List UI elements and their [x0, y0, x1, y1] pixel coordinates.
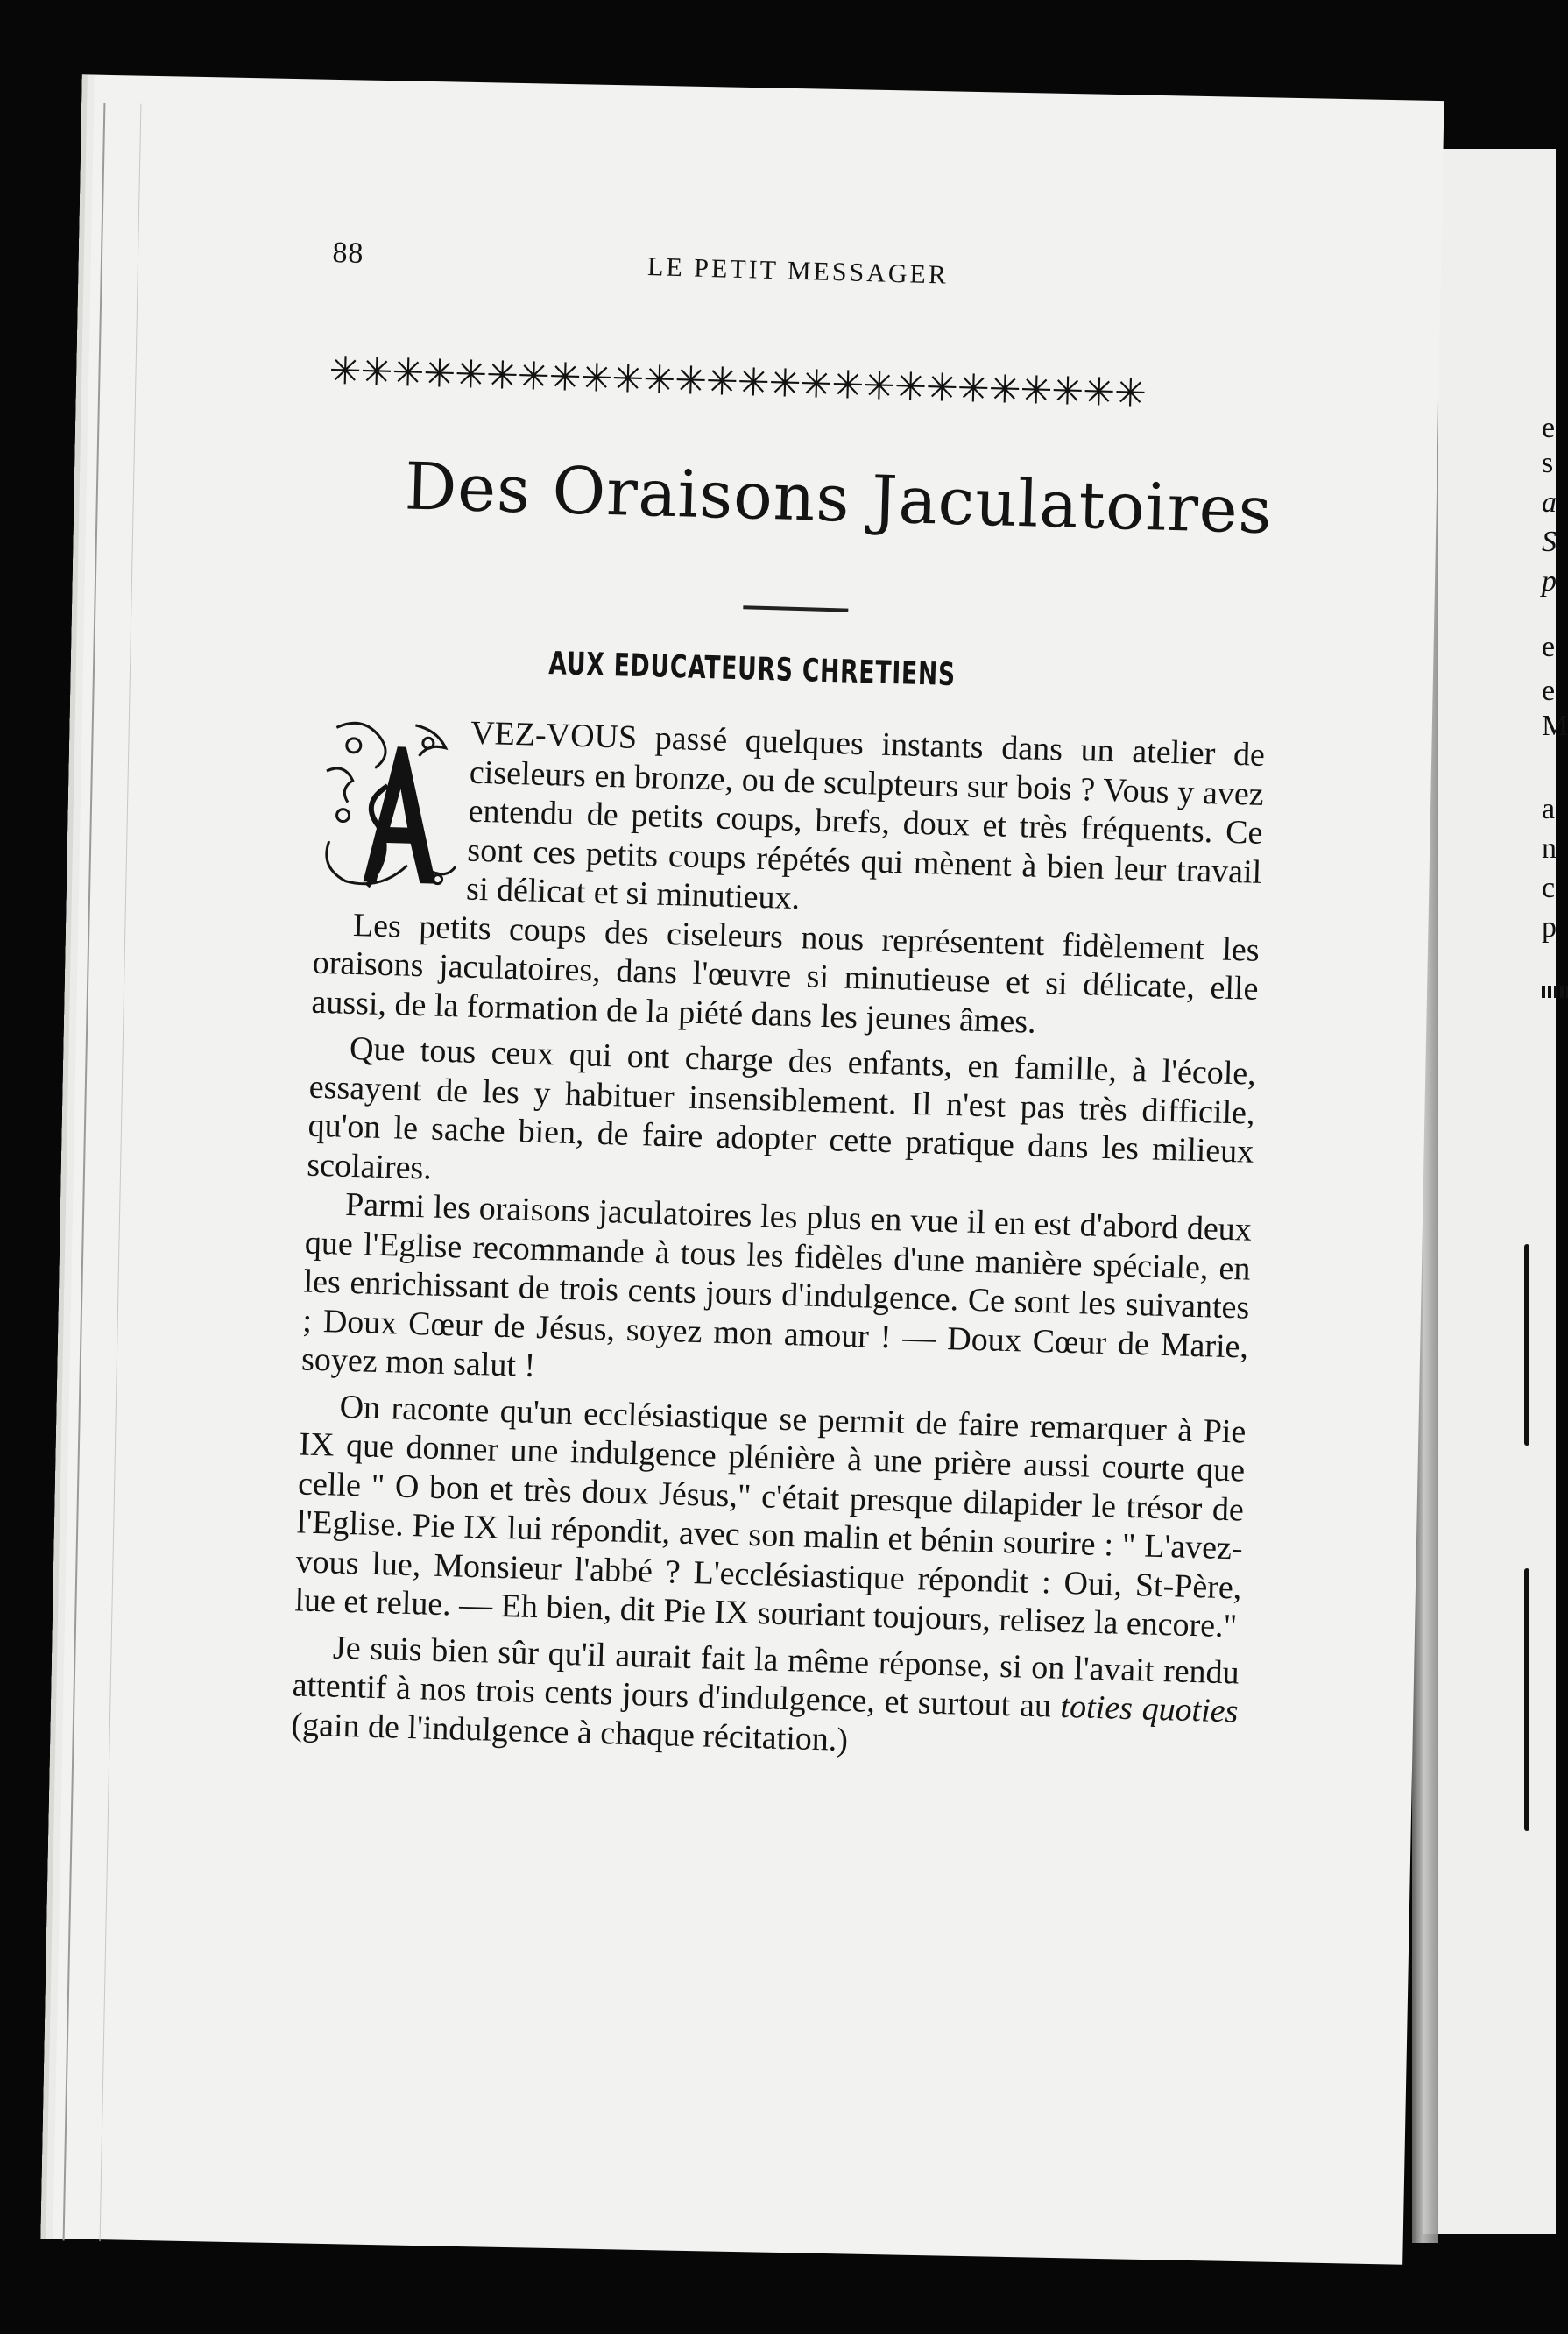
facing-brace-2: [1524, 1568, 1529, 1831]
paragraph-6-tail-before: et surtout au: [874, 1682, 1062, 1725]
facing-page-letter: c: [1542, 872, 1556, 904]
running-title: LE PETIT MESSAGER: [646, 252, 950, 290]
paragraph-6-start: Je suis bien sûr qu'il aurait fait la même réponse, si on l'avait rendu attentif à nos trois cents jours d'indulgence,: [292, 1629, 1240, 1720]
ornamental-rule: ✳✳✳✳✳✳✳✳✳✳✳✳✳✳✳✳✳✳✳✳✳✳✳✳✳✳: [328, 348, 1147, 416]
facing-page-letter: a: [1542, 486, 1557, 519]
italic-latin-phrase: toties quoties: [1060, 1687, 1239, 1730]
facing-page-letter: p: [1542, 565, 1557, 598]
article-body: [291, 710, 1266, 1771]
facing-page-letter: n: [1542, 832, 1557, 865]
facing-page-letter: p: [1542, 911, 1557, 944]
paragraph-4: Parmi les oraisons jaculatoires les plus en vue il en est d'abord deux que l'Eglise recommande à tous les fidèles d'une manière spéciale, en les enrichissant de trois cents jours d'indulgence. Ce sont les suivantes ; Doux Cœur de Jésus, soyez mon amour ! — Doux Cœur de Marie, soyez mon salut !: [300, 1185, 1253, 1384]
facing-page-ornament: [1542, 986, 1568, 998]
facing-page: [1423, 149, 1556, 2234]
facing-page-letter: e: [1542, 631, 1556, 663]
facing-page-letter: e: [1542, 412, 1556, 444]
facing-page-letter: e: [1542, 675, 1556, 707]
facing-page-letter: S: [1542, 526, 1557, 558]
paragraph-1: VEZ-VOUS passé quelques instants dans un atelier de ciseleurs en bronze, ou de sculpteurs sur bois ? Vous y avez entendu de petits coups, brefs, doux et très fréquents. Ce sont ces petits coups répétés qui mènent à bien leur travail si délicat et si minutieux.: [465, 714, 1266, 917]
page-number: 88: [331, 237, 364, 270]
paragraph-6-tail-after: (gain de l'indulgence à chaque récitation.): [290, 1705, 849, 1758]
facing-page-letter: s: [1542, 447, 1554, 479]
facing-page-letter: M: [1542, 710, 1568, 742]
article-title: Des Oraisons Jaculatoires: [403, 449, 1274, 549]
paragraph-5: On raconte qu'un ecclésiastique se permit de faire remarquer à Pie IX que donner une indulgence plénière à une prière aussi courte que celle " O bon et très doux Jésus," c'était presque dilapider le trésor de l'Eglise. Pie IX lui répondit, avec son malin et bénin sourire : " L'avez-vous lue, Monsieur l'abbé ? L'ecclésiastique répondit : Oui, St-Père, lue et relue. — Eh bien, dit Pie IX souriant toujours, relisez la encore.": [293, 1388, 1247, 1645]
facing-page-letter: a: [1542, 793, 1556, 825]
facing-brace-1: [1524, 1244, 1529, 1446]
paragraph-3: Que tous ceux qui ont charge des enfants, en famille, à l'école, essayent de les y habituer insensiblement. Il n'est pas très difficile, qu'on le sache bien, de faire adopter cette pratique dans les milieux scolaires.: [306, 1029, 1257, 1187]
paragraph-2: Les petits coups des ciseleurs nous représentent fidèlement les oraisons jaculatoires, dans l'œuvre si minutieuse et si délicate, elle aussi, de la formation de la piété dans les jeunes âmes.: [311, 906, 1261, 1041]
article-subtitle: AUX EDUCATEURS CHRETIENS: [547, 646, 957, 694]
